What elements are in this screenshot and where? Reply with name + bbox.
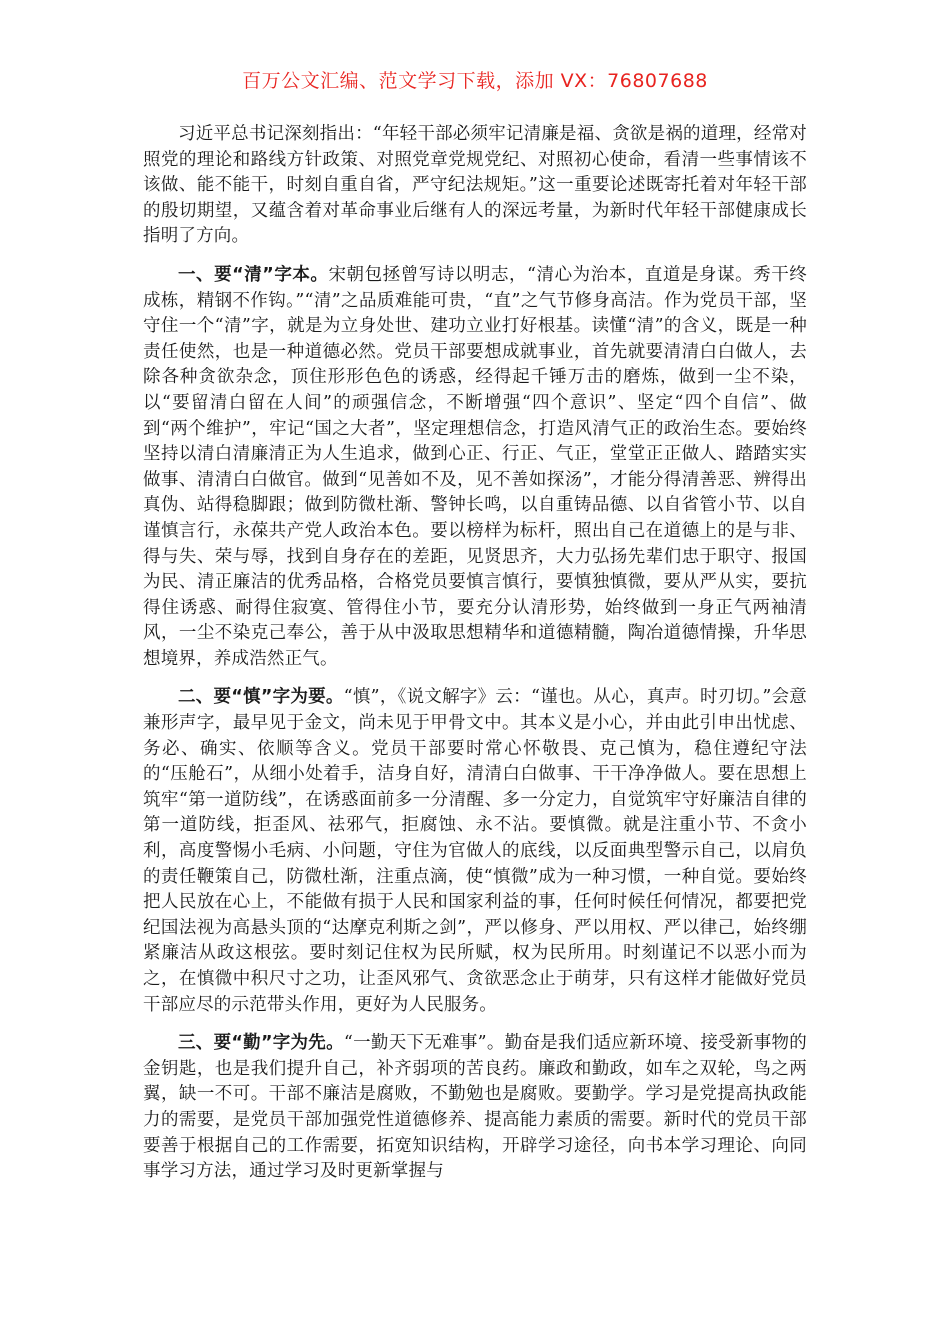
section-heading: 二、要“慎”字为要。 — [178, 687, 344, 708]
paragraph-body: “一勤天下无难事”。勤奋是我们适应新环境、接受新事物的金钥匙，也是我们提升自己，补齐弱项的苦良药。廉政和勤政，如车之双轮，鸟之两翼，缺一不可。干部不廉洁是腐败，不勤勉也是腐败。要勤学。学习是党提高执政能力的需要，是党员干部加强党性道德修养、提高能力素质的需要。新时代的党员干部要善于根据自己的工作需要，拓宽知识结构，开辟学习途径，向书本学习理论、向同事学习方法，通过学习及时更新掌握与 — [143, 1033, 807, 1182]
intro-paragraph — [143, 122, 807, 250]
paragraph-body: 宋朝包拯曾写诗以明志，“清心为治本，直道是身谋。秀干终成栋，精钢不作钩。”“清”之品质难能可贵，“直”之气节修身高洁。作为党员干部，坚守住一个“清”字，就是为立身处世、建功立业打好根基。读懂“清”的含义，既是一种责任使然，也是一种道德必然。党员干部要想成就事业，首先就要清清白白做人，去除各种贪欲杂念，顶住形形色色的诱惑，经得起千锤万击的磨炼，做到一尘不染，以“要留清白留在人间”的顽强信念，不断增强“四个意识”、坚定“四个自信”、做到“两个维护”，牢记“国之大者”，坚定理想信念，打造风清气正的政治生态。要始终坚持以清白清廉清正为人生追求，做到心正、行正、气正，堂堂正正做人、踏踏实实做事、清清白白做官。做到“见善如不及，见不善如探汤”，才能分得清善恶、辨得出真伪、站得稳脚跟；做到防微杜渐、警钟长鸣，以自重铸品德、以自省管小节、以自谨慎言行，永葆共产党人政治本色。要以榜样为标杆，照出自己在道德上的是与非、得与失、荣与辱，找到自身存在的差距，见贤思齐，大力弘扬先辈们忠于职守、报国为民、清正廉洁的优秀品格，合格党员要慎言慎行，要慎独慎微，要从严从实，要抗得住诱惑、耐得住寂寞、管得住小节，要充分认清形势，始终做到一身正气两袖清风，一尘不染克己奉公，善于从中汲取思想精华和道德精髓，陶冶道德情操，升华思想境界，养成浩然正气。 — [143, 264, 807, 669]
article-body — [143, 122, 807, 1198]
download-banner: 百万公文汇编、范文学习下载，添加 VX：76807688 — [242, 70, 708, 92]
paragraph-body: 习近平总书记深刻指出：“年轻干部必须牢记清廉是福、贪欲是祸的道理，经常对照党的理论和路线方针政策、对照党章党规党纪、对照初心使命，看清一些事情该不该做、能不能干，时刻自重自省，严守纪法规矩。”这一重要论述既寄托着对年轻干部的殷切期望，又蕴含着对革命事业后继有人的深远考量，为新时代年轻干部健康成长指明了方向。 — [143, 124, 807, 247]
paragraph-body: “慎”，《说文解字》云：“谨也。从心，真声。时刃切。”会意兼形声字，最早见于金文，尚未见于甲骨文中。其本义是小心，并由此引申出忧虑、务必、确实、依顺等含义。党员干部要时常心怀敬畏、克己慎为，稳住遵纪守法的“压舱石”，从细小处着手，洁身自好，清清白白做事、干干净净做人。要在思想上筑牢“第一道防线”，在诱惑面前多一分清醒、多一分定力，自觉筑牢守好廉洁自律的第一道防线，拒歪风、祛邪气，拒腐蚀、永不沾。要慎微。就是注重小节、不贪小利，高度警惕小毛病、小问题，守住为官做人的底线，以反面典型警示自己，以肩负的责任鞭策自己，防微杜渐，注重点滴，使“慎微”成为一种习惯，一种自觉。要始终把人民放在心上，不能做有损于人民和国家利益的事，任何时候任何情况，都要把党纪国法视为高悬头顶的“达摩克利斯之剑”，严以修身、严以用权、严以律己，始终绷紧廉洁从政这根弦。要时刻记住权为民所赋，权为民所用。时刻谨记不以恶小而为之，在慎微中积尺寸之功，让歪风邪气、贪欲恶念止于萌芽，只有这样才能做好党员干部应尽的示范带头作用，更好为人民服务。 — [143, 687, 807, 1015]
section-one-paragraph — [143, 263, 807, 673]
section-heading: 一、要“清”字本。 — [178, 264, 329, 285]
section-two-paragraph — [143, 685, 807, 1018]
section-heading: 三、要“勤”字为先。 — [178, 1033, 344, 1054]
section-three-paragraph — [143, 1031, 807, 1185]
